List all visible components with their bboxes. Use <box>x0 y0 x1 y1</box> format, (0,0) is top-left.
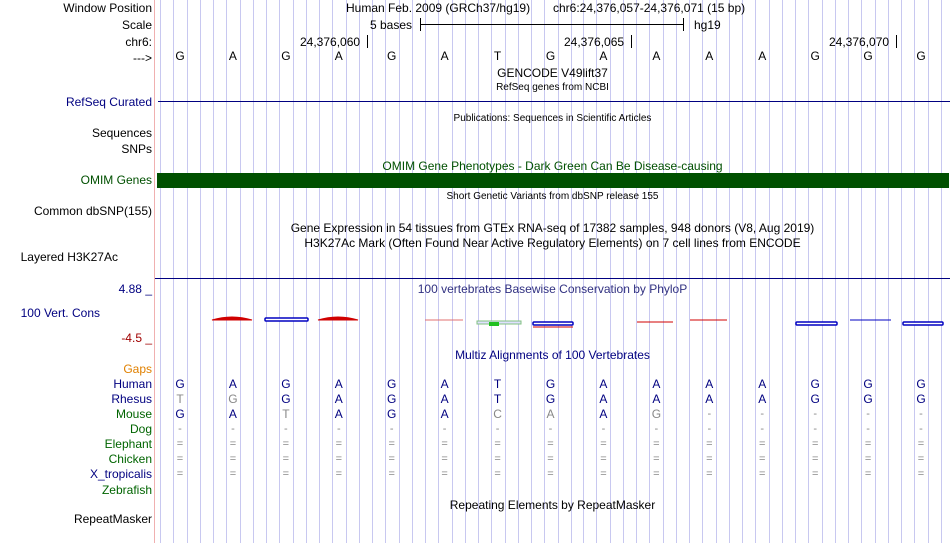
alignment-base: A <box>334 377 343 391</box>
phylop-conservation-plot[interactable] <box>155 300 950 340</box>
label-strand-arrow[interactable]: ---> <box>133 51 152 65</box>
base-letter: G <box>545 49 556 63</box>
assembly-title: Human Feb. 2009 (GRCh37/hg19) <box>346 1 531 15</box>
alignment-base: - <box>919 408 923 420</box>
alignment-base: = <box>811 468 819 480</box>
alignment-base: A <box>758 392 767 406</box>
species-label-human[interactable]: Human <box>113 377 152 391</box>
h3k27ac-baseline <box>155 278 950 279</box>
base-letter: G <box>916 49 926 63</box>
alignment-base: - <box>495 423 500 435</box>
alignment-base: = <box>759 438 766 450</box>
alignment-base: G <box>916 377 926 391</box>
label-window-position[interactable]: Window Position <box>63 1 152 15</box>
alignment-base: - <box>866 408 870 420</box>
alignment-base: = <box>864 438 872 450</box>
alignment-base: G <box>545 392 556 406</box>
alignment-base: A <box>599 392 608 406</box>
base-letter: A <box>599 49 608 63</box>
alignment-base: = <box>335 468 342 480</box>
label-chromosome[interactable]: chr6: <box>125 35 152 49</box>
label-gaps[interactable]: Gaps <box>123 362 152 376</box>
alignment-base: = <box>335 453 342 465</box>
alignment-base: = <box>864 468 872 480</box>
coordinate-tick <box>631 35 632 48</box>
coordinate-tick <box>896 35 897 48</box>
publications-track-title[interactable]: Publications: Sequences in Scientific Articles <box>453 113 652 124</box>
alignment-base: - <box>813 408 817 420</box>
alignment-base: T <box>176 392 184 406</box>
alignment-base: G <box>387 407 397 421</box>
alignment-base: - <box>707 423 712 435</box>
label-common-dbsnp[interactable]: Common dbSNP(155) <box>33 204 152 218</box>
alignment-base: = <box>229 468 237 480</box>
scale-db: hg19 <box>694 18 721 32</box>
omim-track-title[interactable]: OMIM Gene Phenotypes - Dark Green Can Be Disease-causing <box>382 159 723 173</box>
alignment-base: - <box>284 423 288 435</box>
alignment-base: - <box>866 423 870 435</box>
label-cons-min: -4.5 _ <box>121 331 152 345</box>
species-label-chicken[interactable]: Chicken <box>108 452 152 466</box>
phylop-track-title[interactable]: 100 vertebrates Basewise Conservation by PhyloP <box>417 282 688 296</box>
species-label-mouse[interactable]: Mouse <box>115 407 152 421</box>
species-label-elephant[interactable]: Elephant <box>104 437 152 451</box>
alignment-base: G <box>810 377 820 391</box>
alignment-base: G <box>545 377 556 391</box>
coordinate-tick <box>367 35 368 48</box>
alignment-base: - <box>442 423 447 435</box>
alignment-base: A <box>334 407 343 421</box>
alignment-base: = <box>335 438 342 450</box>
alignment-base: A <box>228 407 237 421</box>
base-letter: A <box>652 49 661 63</box>
alignment-base: A <box>546 407 555 421</box>
gencode-track-title[interactable]: GENCODE V49lift37 <box>497 66 608 80</box>
alignment-base: G <box>281 377 291 391</box>
base-letter: G <box>387 49 397 63</box>
label-cons-max: 4.88 _ <box>118 282 152 296</box>
alignment-base: G <box>387 377 397 391</box>
alignment-base: G <box>387 392 397 406</box>
alignment-base: A <box>440 377 449 391</box>
label-100-vert-cons[interactable]: 100 Vert. Cons <box>20 306 100 320</box>
alignment-base: = <box>917 438 925 450</box>
alignment-base: G <box>916 392 926 406</box>
alignment-base: = <box>653 468 660 480</box>
scale-bar-left-tick <box>420 18 421 31</box>
omim-gene-bar[interactable] <box>157 173 949 188</box>
alignment-base: G <box>863 377 873 391</box>
alignment-base: A <box>652 377 661 391</box>
alignment-base: G <box>175 377 185 391</box>
repeatmasker-track-title[interactable]: Repeating Elements by RepeatMasker <box>449 498 656 512</box>
species-label-x_tropicalis[interactable]: X_tropicalis <box>89 467 152 481</box>
alignment-base: G <box>863 392 873 406</box>
alignment-base: - <box>919 423 923 435</box>
alignment-base: - <box>336 423 341 435</box>
alignment-base: A <box>334 392 343 406</box>
base-letter: A <box>228 49 237 63</box>
browser-track-area[interactable] <box>155 0 950 543</box>
alignment-base: A <box>758 377 767 391</box>
alignment-base: A <box>705 392 714 406</box>
species-label-zebrafish[interactable]: Zebrafish <box>101 483 152 497</box>
label-omim-genes[interactable]: OMIM Genes <box>80 173 152 187</box>
alignment-base: = <box>653 453 660 465</box>
label-scale[interactable]: Scale <box>121 18 152 32</box>
alignment-base: C <box>493 407 502 421</box>
label-sequences[interactable]: Sequences <box>91 126 152 140</box>
alignment-base: T <box>493 392 502 406</box>
base-letter: G <box>175 49 185 63</box>
alignment-base: = <box>176 438 184 450</box>
base-letter: G <box>810 49 820 63</box>
alignment-base: = <box>494 453 501 465</box>
alignment-base: G <box>651 407 662 421</box>
phylop-bar <box>796 322 837 325</box>
alignment-base: = <box>706 438 713 450</box>
alignment-base: = <box>917 453 925 465</box>
species-label-rhesus[interactable]: Rhesus <box>111 392 152 406</box>
phylop-bar <box>318 317 358 320</box>
alignment-base: = <box>494 468 501 480</box>
alignment-base: - <box>760 423 765 435</box>
track-label-column <box>0 0 155 543</box>
position-readout: chr6:24,376,057-24,376,071 (15 bp) <box>553 1 746 15</box>
coordinate-label: 24,376,070 <box>829 35 890 49</box>
alignment-base: - <box>548 423 553 435</box>
alignment-base: A <box>440 392 449 406</box>
base-letter: T <box>493 49 502 63</box>
alignment-base: = <box>864 453 872 465</box>
alignment-base: A <box>705 377 714 391</box>
alignment-base: - <box>389 423 394 435</box>
phylop-bar <box>212 317 252 320</box>
alignment-base: = <box>388 468 395 480</box>
alignment-base: = <box>811 453 819 465</box>
alignment-base: - <box>654 423 659 435</box>
alignment-base: = <box>706 453 713 465</box>
dbsnp-track-title[interactable]: Short Genetic Variants from dbSNP release 155 <box>446 191 659 202</box>
alignment-base: = <box>917 468 925 480</box>
phylop-bar <box>265 318 308 321</box>
coordinate-label: 24,376,065 <box>564 35 625 49</box>
alignment-base: - <box>813 423 817 435</box>
alignment-base: = <box>759 468 766 480</box>
alignment-base: = <box>388 438 395 450</box>
base-letter: A <box>440 49 449 63</box>
alignment-base: T <box>493 377 502 391</box>
alignment-base: - <box>178 423 182 435</box>
alignment-base: = <box>282 438 290 450</box>
species-label-dog[interactable]: Dog <box>129 422 152 436</box>
alignment-base: = <box>176 468 184 480</box>
alignment-base: = <box>547 438 554 450</box>
alignment-base: - <box>231 423 235 435</box>
alignment-base: = <box>282 453 290 465</box>
refseq-track-title[interactable]: RefSeq genes from NCBI <box>496 82 609 93</box>
alignment-base: G <box>175 407 185 421</box>
alignment-base: - <box>707 408 712 420</box>
alignment-base: A <box>228 377 237 391</box>
alignment-base: = <box>282 468 290 480</box>
h3k27ac-track-title[interactable]: H3K27Ac Mark (Often Found Near Active Regulatory Elements) on 7 cell lines from ENCODE <box>304 236 801 250</box>
alignment-base: = <box>441 468 448 480</box>
label-refseq-curated[interactable]: RefSeq Curated <box>65 95 152 109</box>
alignment-base: G <box>228 392 238 406</box>
alignment-base: = <box>653 438 660 450</box>
alignment-base: = <box>176 453 184 465</box>
alignment-base: = <box>388 453 395 465</box>
multiz-track-title[interactable]: Multiz Alignments of 100 Vertebrates <box>455 348 650 362</box>
alignment-base: = <box>547 453 554 465</box>
label-snps[interactable]: SNPs <box>121 142 152 156</box>
base-letter: G <box>281 49 291 63</box>
alignment-base: = <box>547 468 554 480</box>
alignment-base: - <box>760 408 765 420</box>
alignment-base: - <box>601 423 606 435</box>
coordinate-label: 24,376,060 <box>300 35 361 49</box>
alignment-base: = <box>494 438 501 450</box>
base-letter: G <box>863 49 873 63</box>
alignment-base: G <box>810 392 820 406</box>
alignment-base: = <box>600 438 607 450</box>
alignment-base: = <box>441 453 448 465</box>
refseq-gene-line[interactable] <box>158 101 950 102</box>
alignment-base: A <box>440 407 449 421</box>
phylop-bar <box>903 322 943 325</box>
base-letter: A <box>334 49 343 63</box>
phylop-bar <box>533 322 573 325</box>
gtex-track-title[interactable]: Gene Expression in 54 tissues from GTEx RNA-seq of 17382 samples, 948 donors (V8, Aug 2019) <box>290 221 815 235</box>
alignment-base: = <box>811 438 819 450</box>
alignment-base: = <box>441 438 448 450</box>
alignment-base: T <box>282 407 290 421</box>
label-layered-h3k27ac[interactable]: Layered H3K27Ac <box>20 250 118 264</box>
alignment-base: A <box>599 377 608 391</box>
base-letter: A <box>705 49 714 63</box>
base-letter: A <box>758 49 767 63</box>
alignment-base: = <box>759 453 766 465</box>
scale-bar <box>420 24 684 25</box>
alignment-base: = <box>706 468 713 480</box>
alignment-base: = <box>229 453 237 465</box>
phylop-bar <box>489 322 499 326</box>
alignment-base: = <box>229 438 237 450</box>
alignment-base: = <box>600 468 607 480</box>
alignment-base: G <box>281 392 291 406</box>
label-repeatmasker[interactable]: RepeatMasker <box>73 512 152 526</box>
alignment-base: A <box>652 392 661 406</box>
alignment-base: A <box>599 407 608 421</box>
alignment-base: = <box>600 453 607 465</box>
scale-text: 5 bases <box>370 18 413 32</box>
scale-bar-right-tick <box>683 18 684 31</box>
